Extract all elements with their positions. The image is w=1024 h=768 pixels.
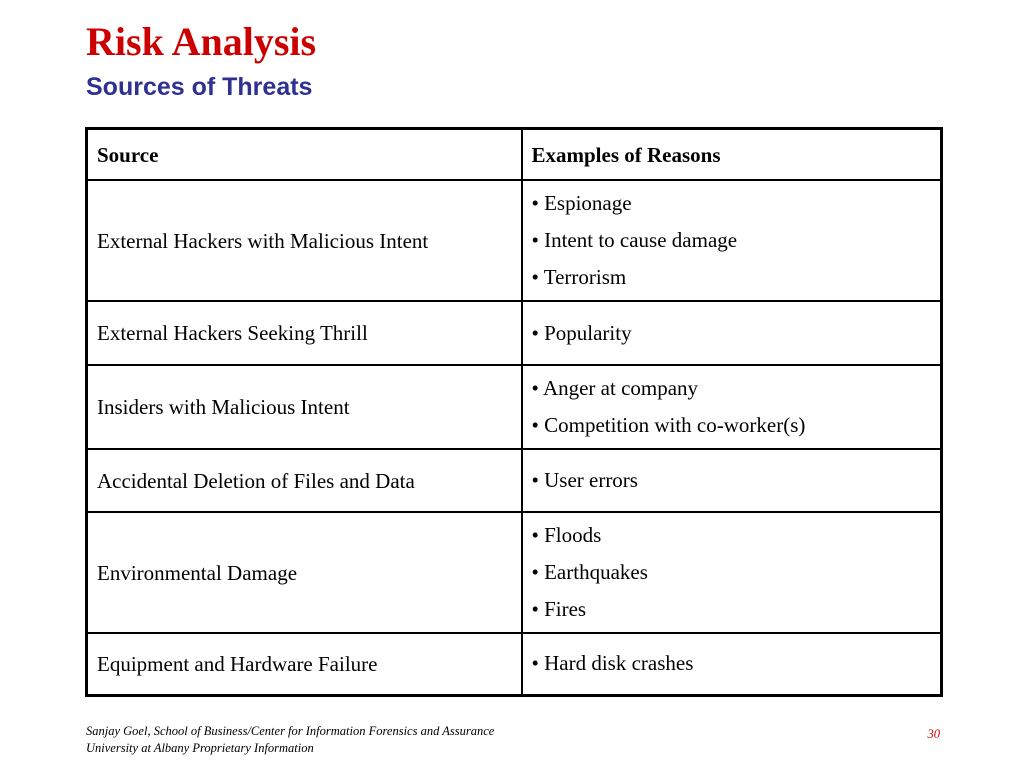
slide-title: Risk Analysis [86,19,317,64]
table-row [87,365,942,449]
reason-item: • Floods [531,523,602,547]
table-row [87,512,942,633]
slide-subtitle: Sources of Threats [86,73,313,101]
reasons-cell [522,180,942,301]
source-cell: External Hackers with Malicious Intent [87,180,522,301]
column-header-reasons: Examples of Reasons [522,129,942,181]
reason-item: • Competition with co-worker(s) [531,413,806,437]
footer-line-proprietary: University at Albany Proprietary Information [86,741,314,755]
reasons-cell [522,449,942,512]
source-cell: Insiders with Malicious Intent [87,365,522,449]
column-header-source: Source [87,129,522,181]
footer-credits [86,723,494,757]
table-row [87,449,942,512]
reason-item: • Hard disk crashes [531,651,694,676]
reason-item: • Popularity [531,320,632,345]
table-body [87,180,942,695]
reasons-cell [522,365,942,449]
table-row [87,301,942,365]
source-cell: Accidental Deletion of Files and Data [87,449,522,512]
reason-item: • Intent to cause damage [531,228,738,252]
reasons-cell [522,301,942,365]
footer-line-author: Sanjay Goel, School of Business/Center for Information Forensics and Assurance [86,724,495,738]
source-cell: External Hackers Seeking Thrill [87,301,522,365]
reason-item: • User errors [531,468,638,492]
table-row [87,633,942,695]
reasons-cell [522,633,942,695]
reason-item: • Earthquakes [531,560,648,584]
reason-item: • Espionage [531,191,632,215]
threat-sources-table [85,127,943,697]
page-number: 30 [927,727,940,741]
reasons-cell [522,512,942,633]
source-cell: Equipment and Hardware Failure [87,633,522,695]
reason-item: • Anger at company [531,376,699,400]
reason-item: • Terrorism [531,265,627,289]
reason-item: • Fires [531,597,587,621]
table-header-row [87,129,942,181]
source-cell: Environmental Damage [87,512,522,633]
table-row [87,180,942,301]
table-header [87,129,942,181]
